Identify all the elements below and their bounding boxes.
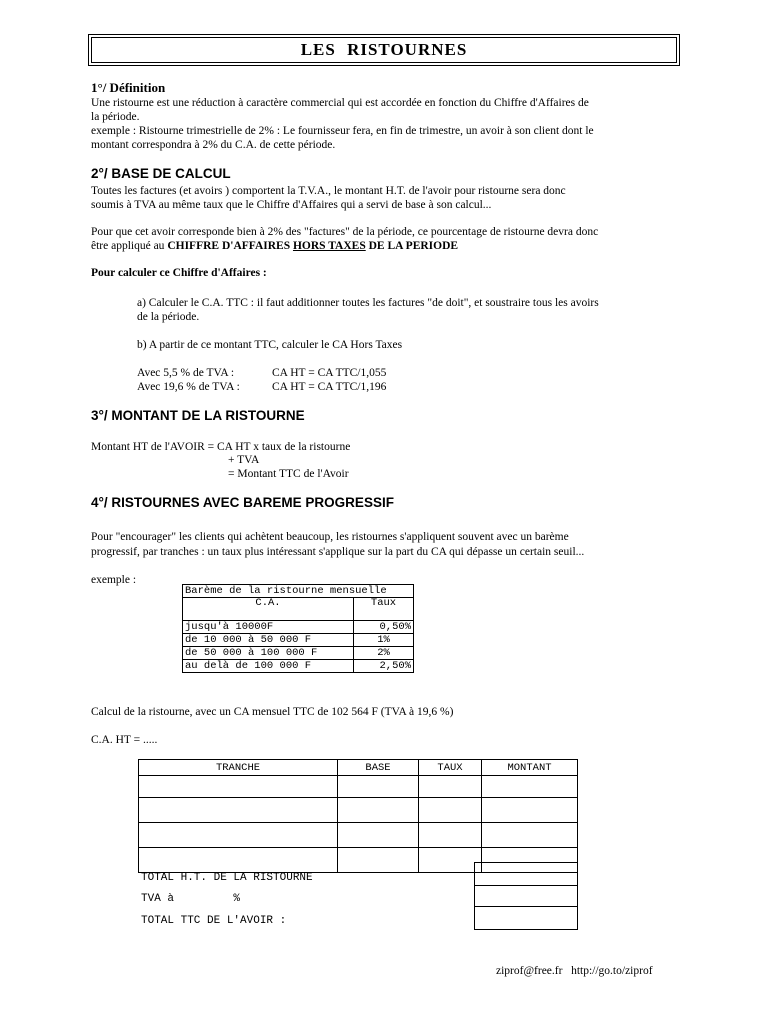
section-1-heading: 1°/ Définition — [91, 80, 166, 95]
s2-step-a-line2: de la période. — [137, 311, 200, 323]
s2-rate1-formula: CA HT = CA TTC/1,055 — [272, 367, 387, 379]
table-row — [183, 660, 414, 673]
tranche-cell[interactable] — [139, 823, 338, 848]
montant-cell[interactable] — [482, 798, 578, 823]
tva-box[interactable] — [474, 884, 578, 907]
total-ttc-box[interactable] — [474, 906, 578, 930]
taux-cell[interactable] — [419, 823, 482, 848]
tranche-cell[interactable] — [139, 776, 338, 798]
total-ht-label: TOTAL H.T. DE LA RISTOURNE — [141, 872, 313, 884]
base-cell[interactable] — [338, 848, 419, 873]
taux-cell[interactable] — [419, 848, 482, 873]
s4-line1: Pour "encourager" les clients qui achètent beaucoup, les ristournes s'appliquent souvent avec un barème — [91, 531, 569, 543]
montant-cell[interactable] — [482, 823, 578, 848]
section-4-heading: 4°/ RISTOURNES AVEC BAREME PROGRESSIF — [91, 495, 394, 510]
col-taux: TAUX — [419, 760, 482, 776]
s3-line3: = Montant TTC de l'Avoir — [228, 468, 349, 480]
s2-step-a-line1: a) Calculer le C.A. TTC : il faut additionner toutes les factures "de doit", et soustraire tous les avoirs — [137, 297, 599, 309]
calcul-table — [138, 759, 578, 873]
s2-line3: Pour que cet avoir corresponde bien à 2% des "factures" de la période, ce pourcentage de ristourne devra donc — [91, 226, 599, 238]
s2-line4-bold2: DE LA PERIODE — [365, 240, 459, 252]
s4-caht-line: C.A. HT = ..... — [91, 734, 158, 746]
taux-cell[interactable] — [419, 776, 482, 798]
bareme-table — [182, 584, 414, 673]
bareme-ca-cell: de 50 000 à 100 000 F — [183, 647, 354, 660]
tranche-cell[interactable] — [139, 798, 338, 823]
bareme-taux-cell: 2,50% — [354, 660, 414, 673]
title-frame — [88, 34, 680, 66]
s2-line1: Toutes les factures (et avoirs ) comportent la T.V.A., le montant H.T. de l'avoir pour ristourne sera donc — [91, 185, 566, 197]
section-3-heading: 3°/ MONTANT DE LA RISTOURNE — [91, 408, 305, 423]
s1-line3: exemple : Ristourne trimestrielle de 2% : Le fournisseur fera, en fin de trimestre, un avoir à son client dont le — [91, 125, 594, 137]
s2-step-b: b) A partir de ce montant TTC, calculer le CA Hors Taxes — [137, 339, 403, 351]
footer-contact: ziprof@free.fr http://go.to/ziprof — [496, 965, 653, 977]
tranche-cell[interactable] — [139, 848, 338, 873]
table-row — [183, 634, 414, 647]
bareme-taux-cell: 2% — [354, 647, 414, 660]
table-row — [139, 776, 578, 798]
s1-line2: la période. — [91, 111, 140, 123]
s2-line4 — [91, 239, 458, 253]
s1-line1: Une ristourne est une réduction à caractère commercial qui est accordée en fonction du Chiffre d'Affaires de — [91, 97, 589, 109]
taux-cell[interactable] — [419, 798, 482, 823]
base-cell[interactable] — [338, 823, 419, 848]
s2-subheading: Pour calculer ce Chiffre d'Affaires : — [91, 267, 267, 279]
montant-cell[interactable] — [482, 776, 578, 798]
table-row — [183, 621, 414, 634]
bareme-title: Barème de la ristourne mensuelle — [183, 585, 414, 598]
s3-line1: Montant HT de l'AVOIR = CA HT x taux de la ristourne — [91, 441, 351, 453]
s4-line2: progressif, par tranches : un taux plus intéressant s'applique sur la part du CA qui dépasse un certain seuil... — [91, 546, 585, 558]
col-base: BASE — [338, 760, 419, 776]
bareme-taux-cell: 0,50% — [354, 621, 414, 634]
col-montant: MONTANT — [482, 760, 578, 776]
bareme-ca-cell: de 10 000 à 50 000 F — [183, 634, 354, 647]
tva-label: TVA à % — [141, 893, 241, 905]
s2-line4-pre: être appliqué au — [91, 240, 168, 252]
s4-exemple-label: exemple : — [91, 574, 137, 586]
table-row — [139, 823, 578, 848]
table-row — [139, 798, 578, 823]
s2-line4-bold1: CHIFFRE D'AFFAIRES — [167, 240, 293, 252]
section-2-heading: 2°/ BASE DE CALCUL — [91, 166, 231, 181]
table-row — [183, 647, 414, 660]
base-cell[interactable] — [338, 776, 419, 798]
total-ttc-label: TOTAL TTC DE L'AVOIR : — [141, 915, 287, 927]
s2-rate2-label: Avec 19,6 % de TVA : — [137, 381, 240, 393]
s1-line4: montant correspondra à 2% du C.A. de cette période. — [91, 139, 336, 151]
s2-rate1-label: Avec 5,5 % de TVA : — [137, 367, 235, 379]
bareme-taux-cell: 1% — [354, 634, 414, 647]
total-ht-box[interactable] — [474, 862, 578, 886]
s2-line4-underlined: HORS TAXES — [292, 240, 366, 252]
page-title: LES RISTOURNES — [91, 37, 677, 63]
s3-line2: + TVA — [228, 454, 260, 466]
col-tranche: TRANCHE — [139, 760, 338, 776]
s4-calc-line: Calcul de la ristourne, avec un CA mensuel TTC de 102 564 F (TVA à 19,6 %) — [91, 706, 454, 718]
s2-line2: soumis à TVA au même taux que le Chiffre d'Affaires qui a servi de base à son calcul... — [91, 199, 492, 211]
base-cell[interactable] — [338, 798, 419, 823]
bareme-col-taux: Taux — [354, 598, 414, 621]
bareme-col-ca: C.A. — [183, 598, 354, 621]
s2-rate2-formula: CA HT = CA TTC/1,196 — [272, 381, 387, 393]
bareme-ca-cell: au delà de 100 000 F — [183, 660, 354, 673]
bareme-ca-cell: jusqu'à 10000F — [183, 621, 354, 634]
